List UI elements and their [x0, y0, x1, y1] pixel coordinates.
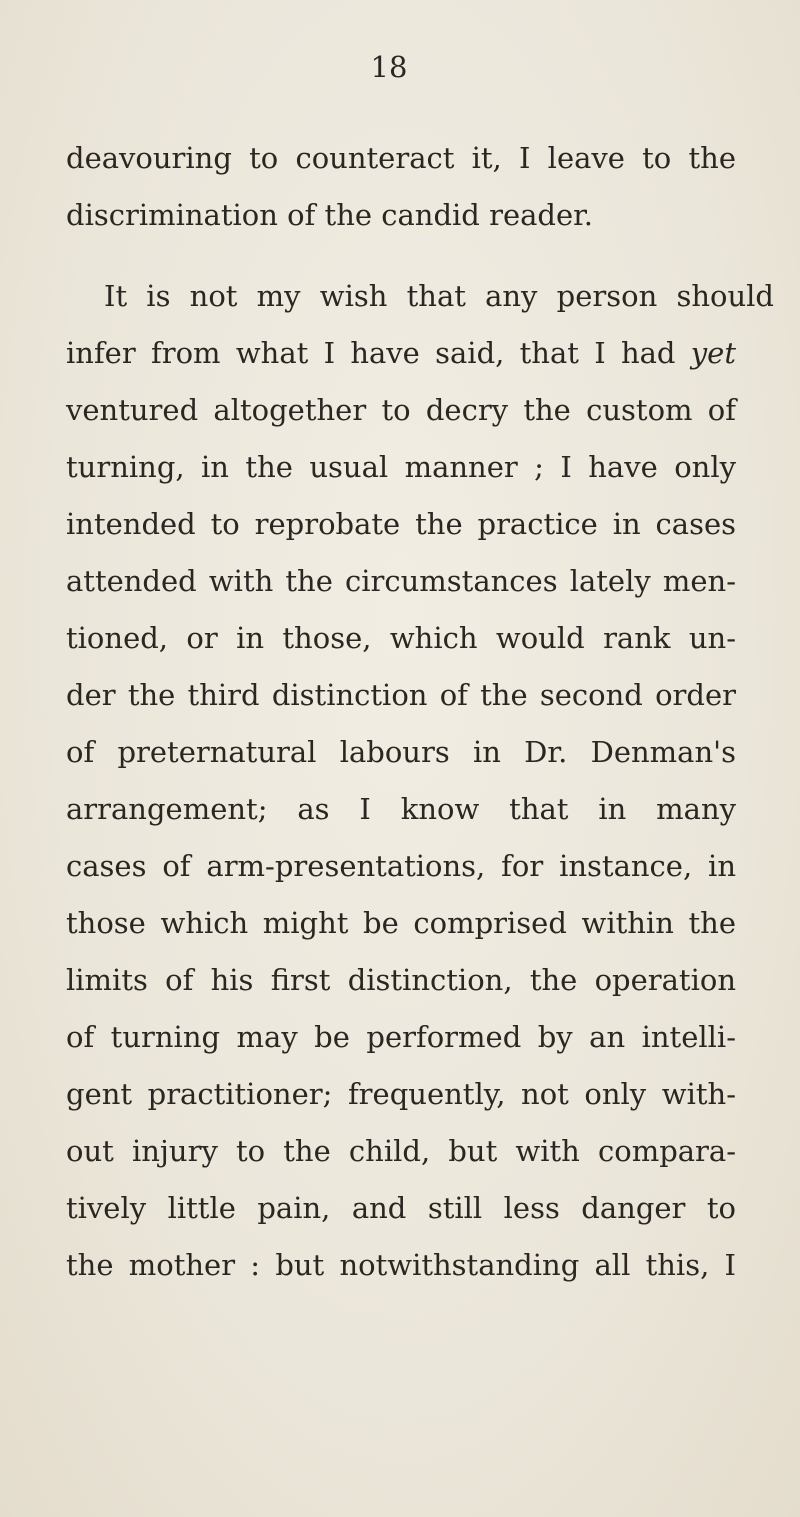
- text-line: discrimination of the candid reader.: [66, 198, 594, 232]
- italic-word: yet: [690, 336, 736, 370]
- text-line: [66, 325, 736, 382]
- text-line: arrangement; as I know that in many: [66, 792, 736, 826]
- page-number: 18: [370, 50, 408, 84]
- text-line: out injury to the child, but with compara-: [66, 1134, 736, 1168]
- text-line: limits of his first distinction, the operation: [66, 963, 736, 997]
- text-line: gent practitioner; frequently, not only with-: [66, 1077, 736, 1111]
- text-line: deavouring to counteract it, I leave to the: [66, 141, 736, 175]
- body-text: [66, 130, 774, 1294]
- text-line: attended with the circumstances lately men-: [66, 564, 736, 598]
- text-line: the mother : but notwithstanding all this, I: [66, 1248, 736, 1282]
- text-line: those which might be comprised within the: [66, 906, 736, 940]
- text-line: tioned, or in those, which would rank un-: [66, 621, 736, 655]
- text-segment: infer from what I have said, that I had: [66, 336, 676, 370]
- text-line: intended to reprobate the practice in cases: [66, 507, 736, 541]
- text-line: tively little pain, and still less danger to: [66, 1191, 736, 1225]
- text-line: It is not my wish that any person should: [104, 279, 774, 313]
- text-line: of turning may be performed by an intelli-: [66, 1020, 736, 1054]
- text-line: cases of arm-presentations, for instance, in: [66, 849, 736, 883]
- text-line: ventured altogether to decry the custom of: [66, 393, 736, 427]
- text-line: der the third distinction of the second order: [66, 678, 736, 712]
- paragraph-break: [66, 244, 746, 268]
- text-line: of preternatural labours in Dr. Denman's: [66, 735, 736, 769]
- text-line: turning, in the usual manner ; I have only: [66, 450, 736, 484]
